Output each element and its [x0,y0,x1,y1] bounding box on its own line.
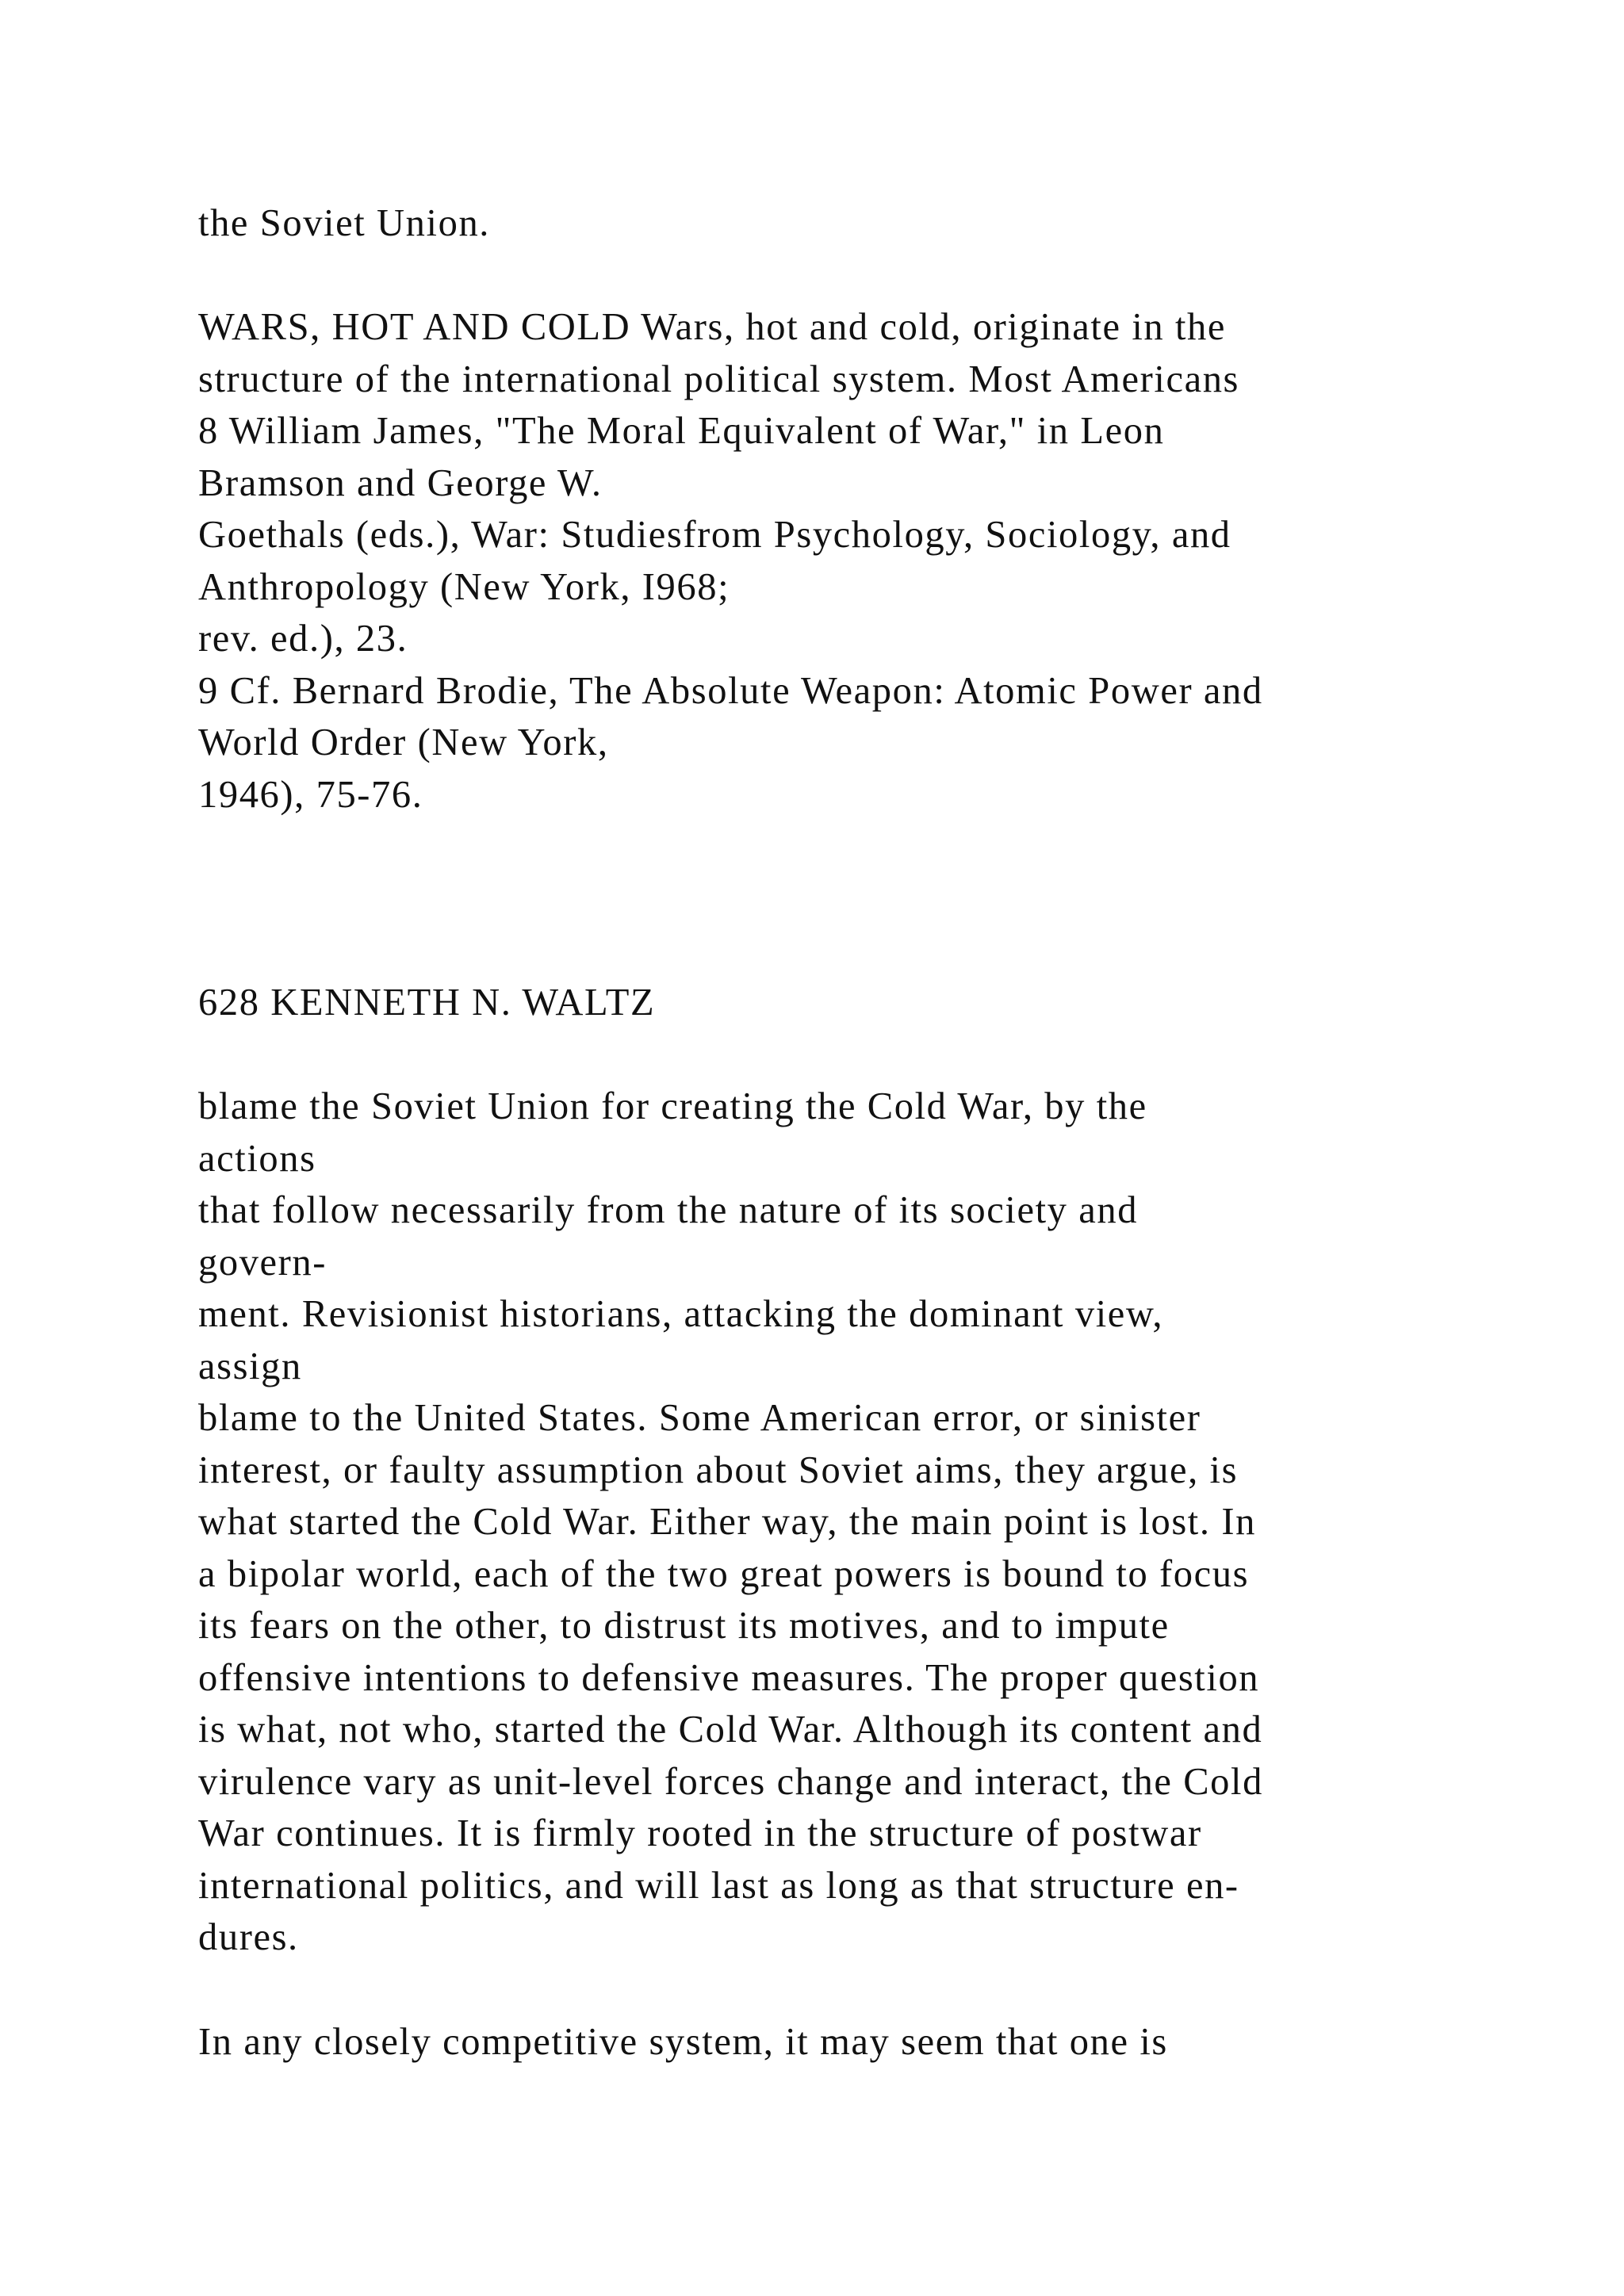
paragraph-cold-war-blame [198,1081,1263,1964]
text-line: assign [198,1345,302,1387]
text-line: international politics, and will last as long as that structure en- [198,1864,1239,1907]
footnote-line: 9 Cf. Bernard Brodie, The Absolute Weapon: Atomic Power and [198,669,1263,712]
text-line: actions [198,1137,316,1180]
text-line: is what, not who, started the Cold War. Although its content and [198,1709,1263,1751]
text-fragment-continuation [198,197,490,250]
text-line: what started the Cold War. Either way, the main point is lost. In [198,1501,1256,1543]
text-line: blame the Soviet Union for creating the Cold War, by the [198,1085,1147,1127]
text-line: offensive intentions to defensive measures. The proper question [198,1656,1260,1699]
text-line: its fears on the other, to distrust its motives, and to impute [198,1605,1170,1647]
text-line: structure of the international political system. Most Americans [198,358,1240,400]
text-line: In any closely competitive system, it may seem that one is [198,2021,1168,2063]
text-line: govern- [198,1241,327,1284]
text-line: interest, or faulty assumption about Soviet aims, they argue, is [198,1448,1239,1491]
text-line: WARS, HOT AND COLD Wars, hot and cold, originate in the [198,306,1227,348]
footnote-line: Anthropology (New York, I968; [198,565,730,608]
page-header [198,977,655,1029]
footnote-line: Goethals (eds.), War: Studiesfrom Psychology, Sociology, and [198,514,1231,556]
footnote-line: 1946), 75-76. [198,773,423,816]
footnote-line: 8 William James, "The Moral Equivalent of War," in Leon [198,410,1165,452]
text-line: ment. Revisionist historians, attacking the dominant view, [198,1293,1164,1335]
page-header-text: 628 KENNETH N. WALTZ [198,982,656,1024]
paragraph-competitive-system [198,2016,1168,2068]
footnote-line: World Order (New York, [198,721,609,763]
footnote-line: Bramson and George W. [198,461,603,504]
footnote-line: rev. ed.), 23. [198,618,408,660]
text-line: blame to the United States. Some American error, or sinister [198,1397,1201,1439]
text-line: dures. [198,1916,299,1958]
text-line: a bipolar world, each of the two great powers is bound to focus [198,1552,1250,1595]
text-line: War continues. It is firmly rooted in the structure of postwar [198,1812,1202,1854]
paragraph-wars-hot-and-cold-with-footnotes [198,301,1263,821]
text-line: the Soviet Union. [198,202,491,244]
text-line: that follow necessarily from the nature of its society and [198,1189,1139,1231]
text-line: virulence vary as unit-level forces change and interact, the Cold [198,1760,1263,1803]
